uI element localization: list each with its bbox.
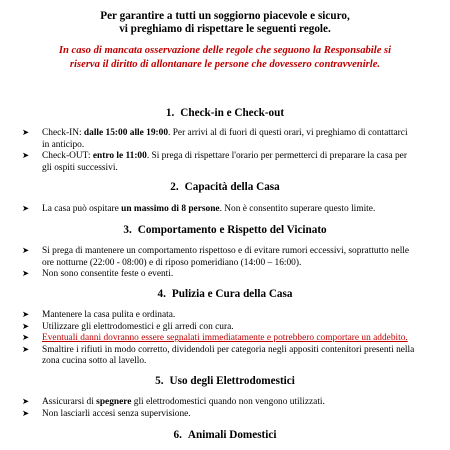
section-title: Capacità della Casa: [184, 181, 280, 193]
section-number: 5.: [155, 375, 164, 387]
list-item: ➤ Check-OUT: entro le 11:00. Si prega di rispettare l'orario per permetterci di preparare la casa per gli ospiti successivi.: [22, 151, 407, 173]
section-title: Comportamento e Rispetto del Vicinato: [137, 224, 327, 236]
section-title: Uso degli Elettrodomestici: [169, 375, 295, 387]
warning-notice: In caso di mancata osservazione delle regole che seguono la Responsabile si riserva il diritto di allontanare le persone che dovessero contravvenirle.: [58, 45, 392, 70]
section-list-capacity: [22, 204, 417, 216]
section-heading-behavior: [0, 224, 450, 237]
section-number: 6.: [173, 429, 182, 441]
arrow-bullet-icon: ➤: [22, 310, 30, 320]
list-item: ➤ Utilizzare gli elettrodomestici e gli arredi con cura.: [22, 321, 234, 332]
arrow-bullet-icon: ➤: [22, 269, 30, 280]
section-number: 1.: [165, 107, 175, 119]
section-number: 4.: [157, 288, 166, 300]
list-item: ➤ Assicurarsi di spegnere gli elettrodomestici quando non vengono utilizzati.: [22, 397, 325, 407]
arrow-bullet-icon: ➤: [22, 128, 30, 138]
list-item: ➤ Smaltire i rifiuti in modo corretto, dividendoli per categoria negli appositi contenitori presenti nella zona cucina sotto al lavello.: [22, 344, 415, 367]
section-title: Check-in e Check-out: [180, 107, 285, 119]
arrow-bullet-icon: ➤: [22, 397, 30, 407]
arrow-bullet-icon: ➤: [22, 246, 30, 256]
section-heading-pets: [0, 429, 450, 442]
list-item: ➤ Non lasciarli accesi senza supervisione.: [22, 408, 191, 419]
list-item: ➤ Mantenere la casa pulita e ordinata.: [22, 310, 176, 320]
list-item-damage-notice: ➤ Eventuali danni dovranno essere segnalati immediatamente e potrebbero comportare un addebito.: [22, 333, 408, 344]
section-list-behavior: [22, 246, 417, 281]
section-number: 3.: [123, 224, 132, 236]
arrow-bullet-icon: ➤: [22, 321, 30, 332]
section-title: Animali Domestici: [187, 429, 277, 441]
section-title: Pulizia e Cura della Casa: [171, 288, 293, 300]
arrow-bullet-icon: ➤: [22, 344, 30, 355]
list-item: ➤ Check-IN: dalle 15:00 alle 19:00. Per arrivi al di fuori di questi orari, vi preghiamo di contattarci in anticipo.: [22, 128, 408, 150]
section-heading-check-in: [0, 107, 450, 120]
section-heading-capacity: [0, 181, 450, 194]
section-heading-appliances: [0, 375, 450, 388]
arrow-bullet-icon: ➤: [22, 333, 30, 344]
list-item: ➤ Non sono consentite feste o eventi.: [22, 269, 174, 280]
intro-line-1: Per garantire a tutti un soggiorno piacevole e sicuro,: [100, 10, 350, 22]
section-list-cleaning: [22, 310, 417, 368]
list-item: ➤ Si prega di mantenere un comportamento rispettoso e di evitare rumori eccessivi, soprattutto nelle ore notturne (22:00 - 08:00) e di riposo pomeridiano (14:00 – 16:00).: [22, 246, 410, 268]
section-heading-cleaning: [0, 288, 450, 301]
list-item: ➤ La casa può ospitare un massimo di 8 persone. Non è consentito superare questo limite.: [22, 204, 376, 214]
section-number: 2.: [170, 181, 179, 193]
arrow-bullet-icon: ➤: [22, 204, 30, 214]
arrow-bullet-icon: ➤: [22, 151, 30, 162]
section-list-check-in: [22, 128, 417, 174]
section-list-appliances: [22, 397, 417, 420]
intro-line-2: vi preghiamo di rispettare le seguenti regole.: [119, 23, 331, 35]
arrow-bullet-icon: ➤: [22, 408, 30, 419]
